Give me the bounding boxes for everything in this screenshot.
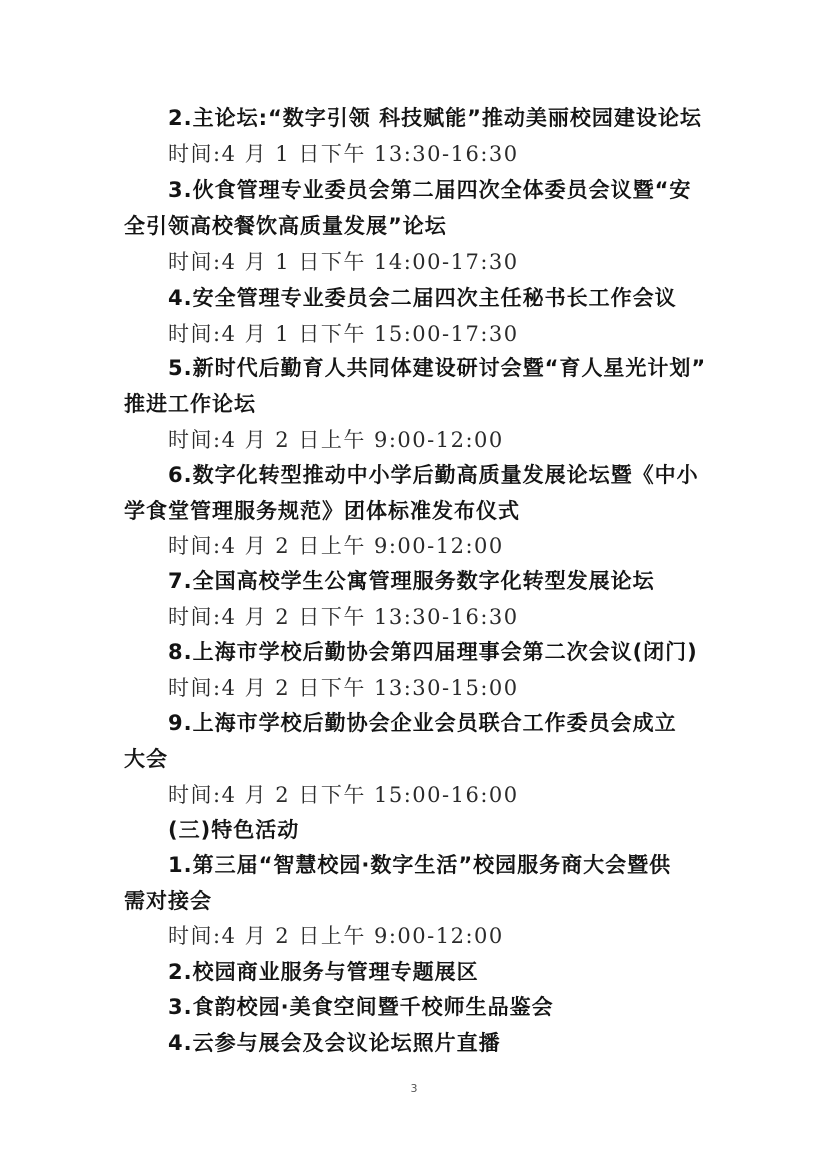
text-line: 4.安全管理专业委员会二届四次主任秘书长工作会议 bbox=[168, 286, 677, 310]
text-line: 2.主论坛:“数字引领 科技赋能”推动美丽校园建设论坛 bbox=[168, 106, 702, 130]
text-line: 需对接会 bbox=[124, 889, 212, 913]
text-line: 7.全国高校学生公寓管理服务数字化转型发展论坛 bbox=[168, 569, 655, 593]
text-line: 6.数字化转型推动中小学后勤高质量发展论坛暨《中小 bbox=[168, 463, 699, 487]
text-line: 时间:4 月 2 日下午 15:00-16:00 bbox=[168, 783, 519, 807]
text-line: 时间:4 月 2 日上午 9:00-12:00 bbox=[168, 428, 504, 452]
text-line: 时间:4 月 2 日下午 13:30-15:00 bbox=[168, 676, 519, 700]
text-line: 学食堂管理服务规范》团体标准发布仪式 bbox=[124, 499, 520, 523]
text-line: 时间:4 月 2 日上午 9:00-12:00 bbox=[168, 924, 504, 948]
text-line: 3.食韵校园·美食空间暨千校师生品鉴会 bbox=[168, 995, 554, 1019]
text-line: 2.校园商业服务与管理专题展区 bbox=[168, 960, 479, 984]
page-number: 3 bbox=[410, 1082, 418, 1095]
text-line: 时间:4 月 1 日下午 14:00-17:30 bbox=[168, 250, 519, 274]
text-line: 全引领高校餐饮高质量发展”论坛 bbox=[124, 214, 447, 238]
text-line: 9.上海市学校后勤协会企业会员联合工作委员会成立 bbox=[168, 711, 677, 735]
text-line: 时间:4 月 1 日下午 15:00-17:30 bbox=[168, 322, 519, 346]
text-line: 时间:4 月 2 日下午 13:30-16:30 bbox=[168, 605, 519, 629]
text-line: 时间:4 月 1 日下午 13:30-16:30 bbox=[168, 142, 519, 166]
text-line: (三)特色活动 bbox=[168, 818, 300, 842]
text-line: 大会 bbox=[124, 747, 168, 771]
text-line: 3.伙食管理专业委员会第二届四次全体委员会议暨“安 bbox=[168, 178, 692, 202]
text-line: 推进工作论坛 bbox=[124, 392, 256, 416]
text-line: 5.新时代后勤育人共同体建设研讨会暨“育人星光计划” bbox=[168, 356, 707, 380]
text-line: 1.第三届“智慧校园·数字生活”校园服务商大会暨供 bbox=[168, 853, 672, 877]
text-line: 时间:4 月 2 日上午 9:00-12:00 bbox=[168, 534, 504, 558]
text-line: 4.云参与展会及会议论坛照片直播 bbox=[168, 1031, 501, 1055]
text-line: 8.上海市学校后勤协会第四届理事会第二次会议(闭门) bbox=[168, 640, 698, 664]
